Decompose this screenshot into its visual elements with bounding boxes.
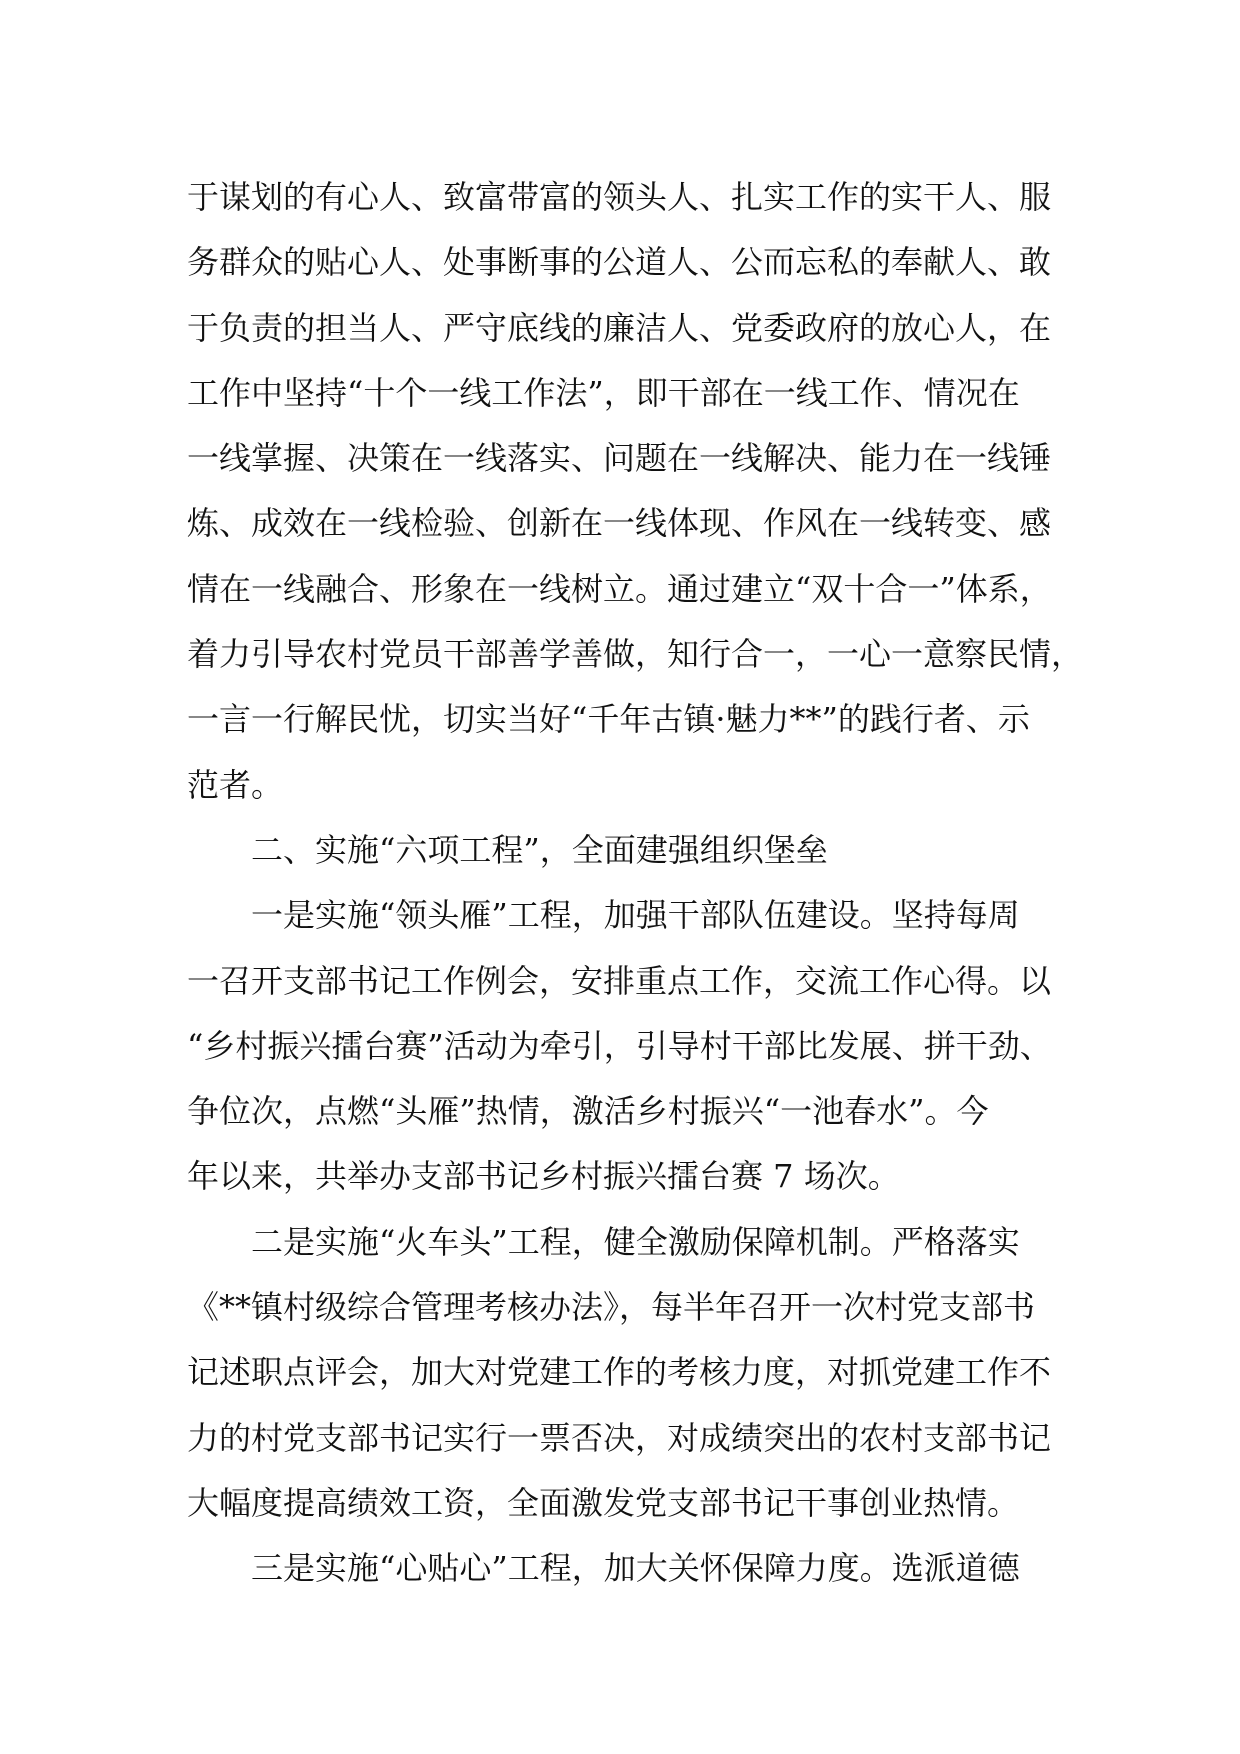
text-line: 务群众的贴心人、处事断事的公道人、公而忘私的奉献人、敢 xyxy=(187,243,1052,282)
text-line: 《**镇村级综合管理考核办法》，每半年召开一次村党支部书 xyxy=(187,1288,1036,1327)
text-line: 于负责的担当人、严守底线的廉洁人、党委政府的放心人，在 xyxy=(187,308,1052,347)
text-line: 大幅度提高绩效工资，全面激发党支部书记干事创业热情。 xyxy=(187,1483,1020,1522)
text-line: 年以来，共举办支部书记乡村振兴擂台赛 7 场次。 xyxy=(187,1157,900,1196)
text-line: “乡村振兴擂台赛”活动为牵引，引导村干部比发展、拼干劲、 xyxy=(187,1026,1052,1065)
text-line: 三是实施“心贴心”工程，加大关怀保障力度。选派道德 xyxy=(187,1549,1020,1588)
text-line: 争位次，点燃“头雁”热情，激活乡村振兴“一池春水”。今 xyxy=(187,1092,989,1131)
text-line: 情在一线融合、形象在一线树立。通过建立“双十合一”体系， xyxy=(187,569,1052,608)
text-line: 力的村党支部书记实行一票否决，对成绩突出的农村支部书记 xyxy=(187,1418,1052,1457)
text-line: 一召开支部书记工作例会，安排重点工作，交流工作心得。以 xyxy=(187,961,1052,1000)
text-line: 一线掌握、决策在一线落实、问题在一线解决、能力在一线锤 xyxy=(187,439,1052,478)
text-line: 于谋划的有心人、致富带富的领头人、扎实工作的实干人、服 xyxy=(187,178,1052,216)
text-line: 一言一行解民忧，切实当好“千年古镇·魅力**”的践行者、示 xyxy=(187,700,1030,739)
text-line: 着力引导农村党员干部善学善做，知行合一，一心一意察民情， xyxy=(187,635,1084,674)
body-text xyxy=(187,165,1087,1602)
text-line: 炼、成效在一线检验、创新在一线体现、作风在一线转变、感 xyxy=(187,504,1052,543)
text-line: 一是实施“领头雁”工程，加强干部队伍建设。坚持每周 xyxy=(187,896,1020,935)
text-line: 工作中坚持“十个一线工作法”，即干部在一线工作、情况在 xyxy=(187,373,1020,412)
text-line: 二是实施“火车头”工程，健全激励保障机制。严格落实 xyxy=(187,1222,1020,1261)
text-line: 记述职点评会，加大对党建工作的考核力度，对抓党建工作不 xyxy=(187,1353,1052,1392)
text-line: 范者。 xyxy=(187,765,284,804)
section-heading: 二、实施“六项工程”，全面建强组织堡垒 xyxy=(187,830,828,869)
